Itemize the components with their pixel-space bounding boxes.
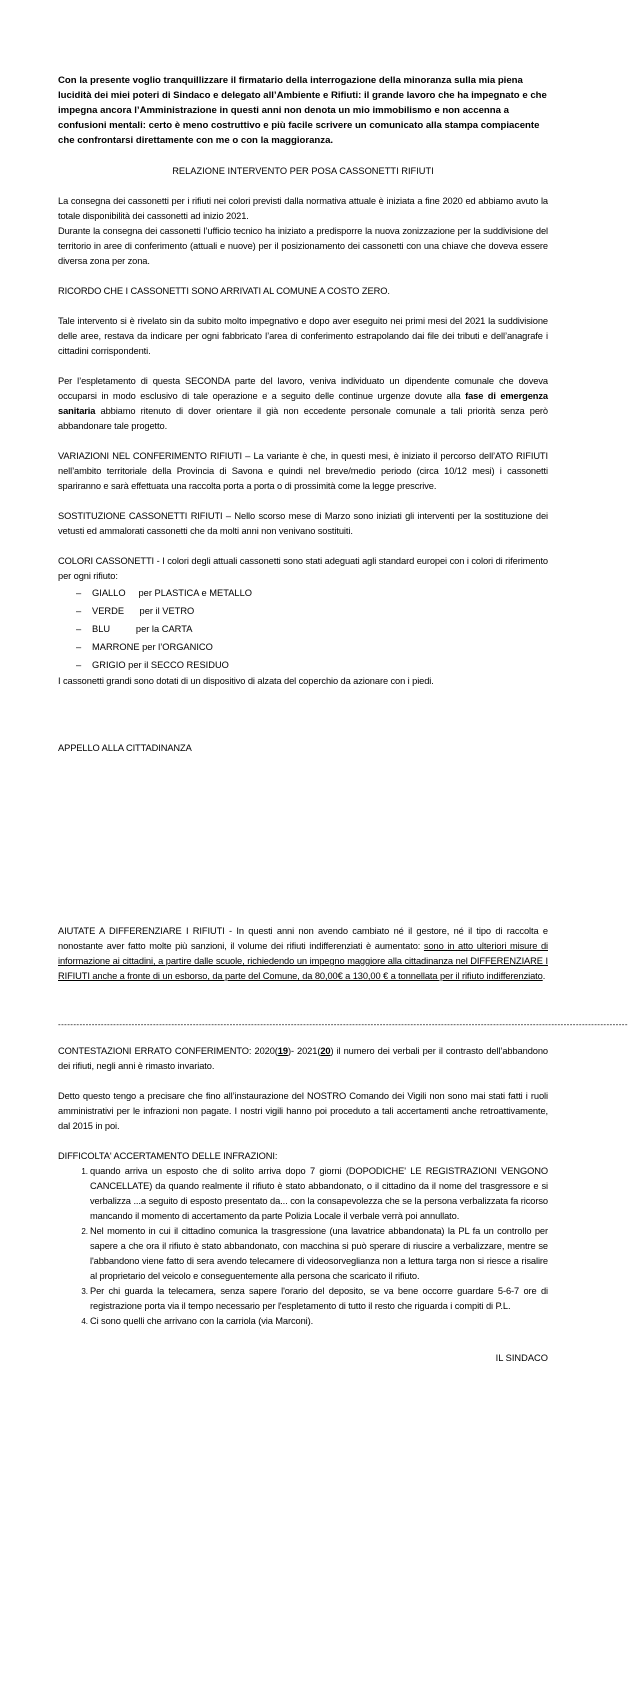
aiutate-end: . bbox=[542, 971, 546, 981]
cassonetti-grandi-paragraph: I cassonetti grandi sono dotati di un dispositivo di alzata del coperchio da azionare con i piedi. bbox=[58, 676, 434, 686]
variazioni-paragraph: VARIAZIONI NEL CONFERIMENTO RIFIUTI – La variante è che, in questi mesi, è iniziato il percorso dell’ATO RIFIUTI nell’ambito territoriale della Provincia di Savona e quindi nel breve/medio periodo (circa 10/12 mesi) i cassonetti spariranno e sarà effettuata una raccolta porta a porta o di prossimità come la legge prescrive. bbox=[58, 451, 548, 491]
report-title: RELAZIONE INTERVENTO PER POSA CASSONETTI RIFIUTI bbox=[172, 166, 434, 176]
dashed-separator: ------------------------------------------------------------------------------------------------------------------------------------------------------------------------------------------ bbox=[58, 1020, 628, 1029]
intro-paragraph: Con la presente voglio tranquillizzare il firmatario della interrogazione della minoranza sulla mia piena lucidità dei miei poteri di Sindaco e delegato all’Ambiente e Rifiuti: il grande lavoro che ha impegnato e che impegna ancora l’Amministrazione in questi anni non denota un mio immobilismo e non accenna a confusioni mentali: certo è meno costruttivo e più facile scrivere un comunicato alla stampa compiacente che confrontarsi direttamente con me o con la maggioranza. bbox=[58, 75, 547, 146]
aiutate-text: AIUTATE A DIFFERENZIARE I RIFIUTI - In questi anni non avendo cambiato né il gestore, né il tipo di raccolta e nonostante aver fatto molte più sanzioni, il volume dei rifiuti indifferenziati è aumentato: bbox=[58, 926, 548, 951]
vigili-paragraph: Detto questo tengo a precisare che fino all’instaurazione del NOSTRO Comando dei Vigili non sono mai stati fatti i ruoli amministrativi per le infrazioni non pagate. I nostri vigili hanno poi proceduto a tali accertamenti anche retroattivamente, dal 2015 in poi. bbox=[58, 1091, 548, 1131]
list-item: 1. quando arriva un esposto che di solito arriva dopo 7 giorni (DOPODICHE' LE REGISTRAZIONI VENGONO CANCELLATE) da quando realmente il rifiuto è stato abbandonato, o il cittadino da il nome del trasgressore e si verbalizza ...a seguito di esposto presentato da... con la consapevolezza che se la persona verbalizzata fa ricorso mancando il momento di accertamento da parte Polizia Locale il verbale verrà poi annullato. bbox=[90, 1164, 548, 1224]
consegna-paragraph-2: Durante la consegna dei cassonetti l’ufficio tecnico ha iniziato a predisporre la nuova zonizzazione per la suddivisione del territorio in aree di conferimento (attuali e nuove) per il posizionamento dei cassonetti con una chiave che doveva essere diversa zona per zona. bbox=[58, 226, 548, 266]
aiutate-underlined-text: sono in atto ulteriori misure di informazione ai cittadini, a partire dalle scuole, richiedendo un impegno maggiore alla cittadinanza nel DIFFERENZIARE I RIFIUTI anche a fronte di un esborso, da parte del Comune, da 80,00€ a 130,00 € a tonnellata per il rifiuto indifferenziato bbox=[58, 941, 548, 981]
contestazioni-text-middle: )- 2021( bbox=[287, 1046, 321, 1056]
difficolta-list bbox=[58, 1164, 548, 1329]
list-item: – GIALLO per PLASTICA e METALLO bbox=[76, 584, 548, 602]
verbali-2020-count: 19 bbox=[277, 1046, 288, 1056]
list-item: – MARRONE per l’ORGANICO bbox=[76, 638, 548, 656]
colori-intro-paragraph: COLORI CASSONETTI - I colori degli attuali cassonetti sono stati adeguati agli standard europei con i colori di riferimento per ogni rifiuto: bbox=[58, 556, 548, 581]
document-page bbox=[58, 73, 628, 1366]
appello-heading: APPELLO ALLA CITTADINANZA bbox=[58, 743, 192, 753]
contestazioni-text-before: CONTESTAZIONI ERRATO CONFERIMENTO: 2020( bbox=[58, 1046, 278, 1056]
list-item: 2. Nel momento in cui il cittadino comunica la trasgressione (una lavatrice abbandonata) la PL fa un controllo per sapere a che ora il rifiuto è stato abbandonato, con macchina si può sperare di riuscire a verbalizzare, mentre se l'abbandono viene fatto di sera avendo telecamere di videosorveglianza non a lettura targa non si riesce a risalire al proprietario del veicolo e conseguentemente alla persona che scaricato il rifiuto. bbox=[90, 1224, 548, 1284]
list-item: 4. Ci sono quelli che arrivano con la carriola (via Marconi). bbox=[90, 1314, 548, 1329]
list-item: – BLU per la CARTA bbox=[76, 620, 548, 638]
aiutate-paragraph bbox=[58, 924, 548, 984]
list-item: 3. Per chi guarda la telecamera, senza sapere l'orario del deposito, se va bene occorre guardare 5-6-7 ore di registrazione porta via il tempo necessario per l'espletamento di tutto il resto che riguarda i compiti di P.L. bbox=[90, 1284, 548, 1314]
list-item: – GRIGIO per il SECCO RESIDUO bbox=[76, 656, 548, 674]
list-item: – VERDE per il VETRO bbox=[76, 602, 548, 620]
contestazioni-text-after: ) il numero dei verbali per il contrasto dell’abbandono dei rifiuti, negli anni è rimasto invariato. bbox=[58, 1046, 548, 1071]
signature: IL SINDACO bbox=[495, 1353, 548, 1363]
impegnativo-paragraph: Tale intervento si è rivelato sin da subito molto impegnativo e dopo aver eseguito nei primi mesi del 2021 la suddivisione delle aree, restava da indicare per ogni fabbricato l’area di conferimento estrapolando dai file dei tributi e dell’anagrafe i cittadini corrispondenti. bbox=[58, 316, 548, 356]
emergenza-sanitaria-bold: fase di emergenza sanitaria bbox=[58, 391, 548, 416]
contestazioni-paragraph bbox=[58, 1044, 548, 1074]
sostituzione-paragraph: SOSTITUZIONE CASSONETTI RIFIUTI – Nello scorso mese di Marzo sono iniziati gli interventi per la sostituzione dei vetusti ed ammalorati cassonetti che da molti anni non venivano sostituiti. bbox=[58, 511, 548, 536]
seconda-text-after: abbiamo ritenuto di dover orientare il già non eccedente personale comunale a tali priorità senza però abbandonare tale progetto. bbox=[58, 406, 548, 431]
difficolta-heading: DIFFICOLTA' ACCERTAMENTO DELLE INFRAZIONI: bbox=[58, 1151, 278, 1161]
colori-list bbox=[58, 584, 548, 674]
seconda-text-before: Per l’espletamento di questa SECONDA parte del lavoro, veniva individuato un dipendente comunale che doveva occuparsi in modo esclusivo di tale operazione e a seguito delle continue urgenze dovute alla bbox=[58, 376, 548, 401]
consegna-paragraph-1: La consegna dei cassonetti per i rifiuti nei colori previsti dalla normativa attuale è iniziata a fine 2020 ed abbiamo avuto la totale disponibilità dei cassonetti ad inizio 2021. bbox=[58, 196, 548, 221]
verbali-2021-count: 20 bbox=[320, 1046, 331, 1056]
ricordo-paragraph: RICORDO CHE I CASSONETTI SONO ARRIVATI AL COMUNE A COSTO ZERO. bbox=[58, 286, 390, 296]
seconda-parte-paragraph bbox=[58, 374, 548, 434]
